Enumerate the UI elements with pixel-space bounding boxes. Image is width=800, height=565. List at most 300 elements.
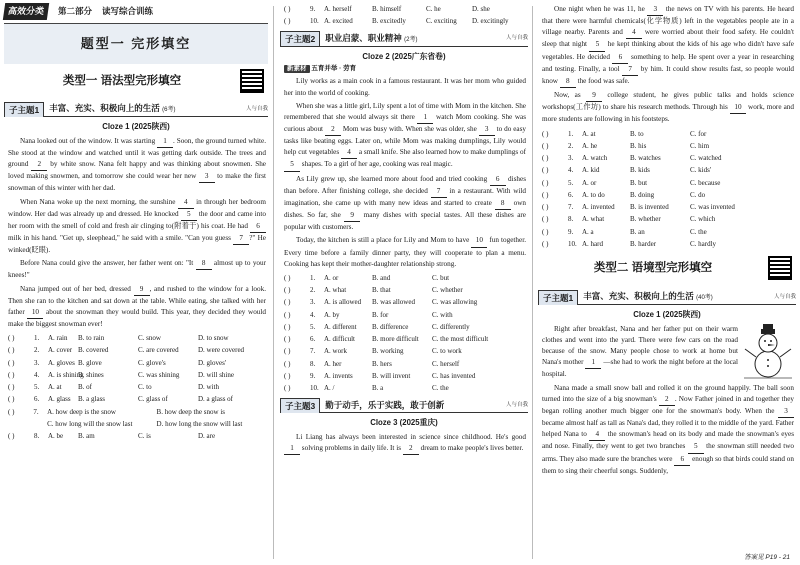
paragraph-text: One night when he was 11, he [554, 5, 648, 13]
blank-number[interactable]: 9 [134, 284, 150, 296]
paragraph-text: Nana jumped out of her bed, dressed [20, 284, 134, 293]
cloze3-para [284, 432, 526, 455]
blank-number[interactable]: 5 [284, 159, 300, 171]
option-row [284, 333, 526, 345]
cloze1-para [8, 284, 266, 331]
option-choice[interactable]: D. will shine [198, 370, 234, 379]
paragraph-text: about the snowman they would build. This year, they decided they would make the biggest snowman ever! [8, 307, 266, 329]
paragraph-text: , and rushed to the window for a look. Then she ran to the kitchen and sat down at the table. While eating, she talked with her father [8, 284, 267, 316]
cloze2-options [284, 272, 526, 395]
option-row [542, 140, 794, 152]
question-number: 2. [310, 286, 316, 295]
question-number: 3. [568, 154, 574, 163]
answer-bracket[interactable]: ( ) [284, 298, 291, 307]
type1-heading [4, 64, 268, 98]
option-choice[interactable]: A. watch [582, 154, 608, 163]
answer-bracket[interactable]: ( ) [284, 310, 291, 319]
option-choice[interactable]: A. is allowed [324, 298, 362, 307]
section-text: 丰富、充实、积极向上的生活 (6考) [49, 103, 176, 114]
option-choice[interactable]: A. invented [582, 203, 615, 212]
option-choice[interactable]: B. for [372, 310, 389, 319]
paragraph-text: became almost half as tall as Nana's dad, they rolled it to the middle of the yard. Father helped Nana to [542, 419, 794, 439]
section-tag: 子主题1 [4, 102, 44, 117]
paragraph-text: in a restaurant. With wild imagination, she came up with many new ideas and started to create [284, 186, 526, 207]
option-choice[interactable]: C. exciting [426, 17, 457, 26]
option-choice[interactable]: B. himself [372, 5, 402, 13]
blank-number[interactable]: 6 [490, 174, 506, 186]
option-choice[interactable]: A. or [582, 178, 597, 187]
blank-number[interactable]: 7 [431, 186, 447, 198]
option-choice[interactable]: C. glove's [138, 358, 166, 367]
option-choice[interactable]: C. kids' [690, 166, 712, 175]
paragraph-text: the snowman's head on its body and made the snowman's eyes and nose. Finally, they went to get two branches [542, 430, 794, 451]
cloze1-para [8, 197, 266, 257]
option-choice[interactable]: A. a [582, 227, 594, 236]
option-choice[interactable]: B. kids [630, 166, 650, 175]
paragraph-text: he kept thinking about the kids of his age who didn't have safe vegetables. He decided [542, 40, 794, 61]
middle-column [276, 0, 532, 565]
option-choice[interactable]: C. which [690, 215, 716, 224]
paragraph-text: solving problems in daily life. It is [300, 444, 403, 453]
answer-bracket[interactable]: ( ) [542, 166, 549, 175]
blank-number[interactable]: 10 [730, 102, 746, 114]
paragraph-text: the news on TV with his parents. He heard that there were harmful chemicals(化学物质) left in the vegetables people ate in a village nearby. Parents and [542, 5, 795, 37]
question-number: 4. [310, 310, 316, 319]
blank-number[interactable]: 2 [403, 443, 419, 455]
option-choice[interactable]: D. gloves' [198, 358, 227, 367]
option-choice[interactable]: C. with [432, 310, 453, 319]
answer-bracket[interactable]: ( ) [542, 203, 549, 212]
answer-bracket[interactable]: ( ) [542, 239, 549, 248]
option-choice[interactable]: A. at [582, 129, 596, 138]
question-number: 1. [34, 334, 40, 343]
option-choice[interactable]: B. was allowed [372, 298, 415, 307]
answer-bracket[interactable]: ( ) [284, 322, 291, 331]
option-choice[interactable]: C. snow [138, 334, 161, 343]
blank-number[interactable]: 1 [585, 357, 601, 369]
blank-number[interactable]: 9 [344, 210, 360, 222]
option-choice[interactable]: B. how deep the snow is [156, 407, 225, 416]
answer-bracket[interactable]: ( ) [284, 371, 291, 380]
paragraph-text: a small knife. She also learned how to make dumplings of [357, 148, 526, 157]
option-row [8, 406, 266, 418]
option-choice[interactable]: C. to work [432, 347, 462, 356]
option-row [8, 418, 266, 430]
option-choice[interactable]: A. / [324, 384, 335, 393]
blank-number[interactable]: 8 [560, 76, 576, 88]
answer-bracket[interactable]: ( ) [284, 359, 291, 368]
option-choice[interactable]: C. because [690, 178, 721, 187]
blank-number[interactable]: 8 [495, 198, 511, 210]
blank-number[interactable]: 3 [199, 171, 215, 183]
blank-number[interactable]: 5 [688, 441, 704, 453]
section-text: 丰富、充实、积极向上的生活 (40考) [583, 291, 713, 302]
option-choice[interactable]: A. at [48, 383, 62, 392]
answer-bracket[interactable]: ( ) [8, 407, 15, 416]
answer-bracket[interactable]: ( ) [284, 17, 291, 26]
option-choice[interactable]: B. an [630, 227, 645, 236]
blank-number[interactable]: 1 [157, 136, 173, 148]
option-choice[interactable]: C. are covered [138, 346, 179, 355]
option-row [284, 382, 526, 394]
option-row [8, 332, 266, 344]
section-tag: 子主题3 [280, 398, 320, 413]
option-row [284, 296, 526, 308]
answer-bracket[interactable]: ( ) [8, 383, 15, 392]
question-number: 10. [568, 239, 577, 248]
question-number: 5. [34, 383, 40, 392]
option-choice[interactable]: C. is [138, 432, 151, 441]
blank-number[interactable]: 6 [612, 52, 628, 64]
option-choice[interactable]: D. are [198, 432, 216, 441]
answer-bracket[interactable]: ( ) [284, 286, 291, 295]
cloze1-title: Cloze 1 (2025陕西) [102, 122, 170, 131]
option-choice[interactable]: A. by [324, 310, 340, 319]
answer-bracket[interactable]: ( ) [8, 395, 15, 404]
snowman-illustration [742, 324, 794, 380]
question-number: 9. [568, 227, 574, 236]
option-choice[interactable]: B. to [630, 129, 644, 138]
option-choice[interactable]: D. a glass of [198, 395, 233, 404]
option-row [284, 321, 526, 333]
question-number: 10. [310, 17, 319, 26]
paragraph-text: to do easy tasks like beating eggs. Later on, while Mom was making dumplings, Lily would help cut vegetables [284, 124, 526, 157]
blank-number[interactable]: 7 [233, 233, 249, 245]
option-choice[interactable]: A. how deep is the snow [47, 407, 116, 416]
option-choice[interactable]: A. work [324, 347, 347, 356]
right-column [534, 0, 800, 565]
option-choice[interactable]: D. were covered [198, 346, 245, 355]
option-choice[interactable]: A. invents [324, 371, 353, 380]
paragraph-text: almost up to your knees!" [8, 259, 266, 280]
option-choice[interactable]: B. glove [78, 358, 102, 367]
question-number: 3. [34, 358, 40, 367]
option-choice[interactable]: C. the most difficult [432, 335, 489, 344]
cloze2-para [284, 235, 526, 269]
question-number: 4. [34, 370, 40, 379]
answer-bracket[interactable]: ( ) [542, 129, 549, 138]
option-choice[interactable]: B. of [78, 383, 92, 392]
option-choice[interactable]: B. shines [78, 370, 104, 379]
tag-text: 五育并举 · 劳育 [311, 65, 357, 73]
option-row [8, 393, 266, 405]
option-choice[interactable]: D. how long the snow will last [156, 419, 243, 428]
paragraph-text: Nana looked out of the window. It was starting [20, 136, 158, 145]
paragraph-text: shapes. To a girl of her age, cooking was real magic. [300, 160, 453, 169]
blank-number[interactable]: 8 [196, 258, 212, 270]
option-choice[interactable]: B. that [372, 286, 391, 295]
section-category: 人与自我 [773, 293, 796, 300]
paragraph-text: As Lily grew up, she learned more about food and tried cooking [296, 174, 490, 183]
answer-bracket[interactable]: ( ) [542, 141, 549, 150]
paragraph-text: When she was a little girl, Lily spent a lot of time with Mom in the kitchen. She remembered that she would always sit there [284, 101, 526, 121]
option-row [542, 201, 794, 213]
answer-bracket[interactable]: ( ) [284, 384, 291, 393]
option-choice[interactable]: A. rain [48, 334, 68, 343]
option-choice[interactable]: C. was shining [138, 370, 180, 379]
cloze2-title: Cloze 2 (2025广东省卷) [362, 51, 446, 61]
option-choice[interactable]: B. but [630, 178, 648, 187]
answer-bracket[interactable]: ( ) [284, 347, 291, 356]
cloze2-para [284, 76, 526, 98]
left-column [0, 0, 272, 565]
part-subtitle: 读写综合训练 [102, 6, 154, 17]
blank-number[interactable]: 3 [778, 406, 794, 418]
question-number: 3. [310, 298, 316, 307]
option-choice[interactable]: C. was allowing [432, 298, 478, 307]
blank-number[interactable]: 2 [659, 394, 675, 406]
option-choice[interactable]: B. harder [630, 239, 657, 248]
blank-number[interactable]: 6 [674, 454, 690, 466]
option-row [284, 15, 526, 27]
option-choice[interactable]: B. difference [372, 322, 409, 331]
option-row [8, 369, 266, 381]
question-number: 2. [568, 141, 574, 150]
option-row [284, 284, 526, 296]
cloze1-options-cont [284, 3, 526, 28]
paragraph-text: Mom was busy with. When she was older, she [340, 124, 479, 133]
question-number: 2. [34, 346, 40, 355]
option-choice[interactable]: A. difficult [324, 335, 355, 344]
option-choice[interactable]: C. hardly [690, 239, 717, 248]
question-number: 8. [34, 432, 40, 441]
option-choice[interactable]: B. to rain [78, 334, 105, 343]
answer-bracket[interactable]: ( ) [542, 227, 549, 236]
paragraph-text: ?" He winked(眨眼). [8, 233, 266, 255]
option-choice[interactable]: C. he [426, 5, 441, 13]
option-choice[interactable]: C. do [690, 190, 706, 199]
question-number: 7. [310, 347, 316, 356]
paragraph-text: college student, he gives public talks and holds science workshops(工作坊) to share his research methods. Through his [542, 91, 794, 112]
paragraph-text: in through her bedroom window. Her dad was already up and dressed. He knocked [8, 197, 266, 218]
option-choice[interactable]: A. be [48, 432, 64, 441]
question-number: 6. [310, 335, 316, 344]
paragraph-text: by him. It could show results fast, so people would know [542, 64, 794, 85]
option-choice[interactable]: B. will invent [372, 371, 411, 380]
section-category: 人与自我 [505, 35, 528, 42]
option-choice[interactable]: A. gloves [48, 358, 75, 367]
cloze1-para [8, 136, 266, 195]
option-choice[interactable]: B. excitedly [372, 17, 406, 26]
answer-bracket[interactable]: ( ) [284, 273, 291, 282]
paragraph-text: Now, as [554, 91, 586, 100]
blank-number[interactable]: 4 [178, 197, 194, 209]
option-choice[interactable]: C. the [690, 227, 707, 236]
option-choice[interactable]: B. his [630, 141, 647, 150]
paragraph-text: Lily works as a main cook in a famous restaurant. It was her mom who guided her into the world of cooking. [284, 77, 526, 97]
cloze3-options [542, 128, 794, 251]
qr-code-icon [240, 69, 264, 93]
option-row [8, 357, 266, 369]
paragraph-text: . Soon, the ground turned white. She stood at the window and watched until it was getting dark outside. The trees and ground [8, 136, 266, 169]
option-choice[interactable]: C. the [432, 384, 449, 393]
answer-bracket[interactable]: ( ) [8, 432, 15, 441]
cloze3-para [542, 90, 794, 125]
section-header-4 [538, 290, 796, 305]
option-choice[interactable]: A. cover [48, 346, 73, 355]
blank-number[interactable]: 9 [586, 90, 602, 102]
answer-bracket[interactable]: ( ) [542, 154, 549, 163]
option-choice[interactable]: B. a glass [78, 395, 106, 404]
option-choice[interactable]: A. herself [324, 5, 352, 13]
cloze4-title: Cloze 1 (2025陕西) [633, 310, 701, 320]
qr-code[interactable] [768, 256, 792, 280]
section-tag: 子主题2 [280, 31, 320, 46]
blank-number[interactable]: 2 [325, 124, 341, 136]
option-choice[interactable]: C. for [690, 129, 707, 138]
section-text: 职业启蒙、职业精神 (2考) [325, 32, 418, 43]
option-choice[interactable]: C. herself [432, 359, 460, 368]
blank-number[interactable]: 4 [626, 27, 642, 39]
question-number: 7. [33, 407, 39, 416]
option-choice[interactable]: C. watched [690, 154, 722, 163]
option-choice[interactable]: B. a [372, 384, 384, 393]
question-number: 1. [310, 273, 316, 282]
answer-bracket[interactable]: ( ) [8, 358, 15, 367]
option-choice[interactable]: C. whether [432, 286, 463, 295]
option-choice[interactable]: B. and [372, 273, 391, 282]
answer-bracket[interactable]: ( ) [8, 370, 15, 379]
paragraph-text: Before Nana could give the answer, her father went on: "It [20, 259, 196, 268]
cloze2-tag-row [284, 65, 532, 73]
option-row [542, 189, 794, 201]
cloze3-para [542, 4, 794, 88]
option-choice[interactable]: A. different [324, 322, 357, 331]
question-number: 10. [310, 384, 319, 393]
blank-number[interactable]: 4 [589, 429, 605, 441]
paragraph-text: When Nana woke up the next morning, the sunshine [20, 197, 178, 206]
option-row [8, 430, 266, 442]
question-number: 8. [310, 359, 316, 368]
option-choice[interactable]: B. doing [630, 190, 655, 199]
blank-number[interactable]: 5 [589, 39, 605, 51]
answer-bracket[interactable] [8, 418, 33, 430]
blank-number[interactable]: 1 [417, 112, 433, 124]
answer-bracket[interactable]: ( ) [284, 5, 291, 13]
question-number: 5. [568, 178, 574, 187]
option-choice[interactable]: D. with [198, 383, 219, 392]
option-choice[interactable]: A. what [324, 286, 347, 295]
option-choice[interactable]: C. was invented [690, 203, 735, 212]
paragraph-text: own dishes. So far, she [284, 198, 526, 220]
blank-number[interactable]: 7 [622, 64, 638, 76]
option-choice[interactable]: D. to snow [198, 334, 229, 343]
question-number: 9. [310, 371, 316, 380]
cloze4-para [542, 324, 738, 381]
option-choice[interactable]: C. glass of [138, 395, 168, 404]
answer-bracket[interactable]: ( ) [542, 190, 549, 199]
option-choice[interactable]: C. to [138, 383, 152, 392]
paragraph-text: dream to make people's lives better. [418, 444, 524, 453]
blank-number[interactable]: 2 [31, 159, 47, 171]
blank-number[interactable]: 4 [341, 147, 357, 159]
blank-number[interactable]: 6 [250, 221, 266, 233]
answer-bracket[interactable]: ( ) [8, 346, 15, 355]
option-choice[interactable]: C. how long will the snow last [47, 419, 133, 428]
option-choice[interactable]: D. excitingly [472, 17, 509, 26]
paragraph-text: Li Liang has always been interested in science since childhood. He's good [296, 433, 526, 442]
paragraph-text: Right after breakfast, Nana and her father put on their warm clothes and went into the yard. There were few cars on the road because of the snow. Many people chose to work at home but Nana's mother [542, 324, 738, 367]
blank-number[interactable]: 10 [27, 307, 43, 319]
option-choice[interactable]: A. kid [582, 166, 600, 175]
option-choice[interactable]: A. to do [582, 190, 605, 199]
option-choice[interactable]: C. differently [432, 322, 470, 331]
paragraph-text: by white snow. Nana felt happy and was thinking about snowmen. She loved making snowmen, and tomorrow she could wear her new [8, 160, 266, 181]
option-row [542, 164, 794, 176]
option-choice[interactable]: C. but [432, 273, 450, 282]
answer-bracket[interactable]: ( ) [542, 178, 549, 187]
option-row [8, 344, 266, 356]
paragraph-text: work, more and more students are following in his footsteps. [542, 103, 794, 124]
blank-number[interactable]: 3 [647, 4, 663, 16]
option-choice[interactable]: A. excited [324, 17, 353, 26]
paragraph-text: fun together. Every time before a family dinner party, they will cooperate to plan a menu. Cooking has kept their mother-daughter relationship strong. [284, 236, 526, 268]
option-row [284, 370, 526, 382]
section-text: 勤于动手，乐于实践，敢于创新 [325, 400, 445, 411]
section-category: 人与自我 [505, 401, 528, 408]
blank-number[interactable]: 1 [284, 443, 300, 455]
option-row [284, 272, 526, 284]
option-choice[interactable]: A. or [324, 273, 339, 282]
option-choice[interactable]: C. him [690, 141, 710, 150]
option-choice[interactable]: B. whether [630, 215, 661, 224]
paragraph-text: . Now Father joined in and together they began rolling another much bigger one for the snowman's body. When the [542, 394, 794, 415]
option-choice[interactable]: B. is invented [630, 203, 669, 212]
option-row [284, 309, 526, 321]
blank-number[interactable]: 10 [471, 235, 487, 247]
option-choice[interactable]: B. watches [630, 154, 661, 163]
blank-number[interactable]: 5 [181, 209, 197, 221]
question-number: 8. [568, 215, 574, 224]
option-choice[interactable]: B. covered [78, 346, 109, 355]
answer-bracket[interactable]: ( ) [542, 215, 549, 224]
qr-code[interactable] [240, 69, 264, 93]
answer-bracket[interactable]: ( ) [8, 334, 15, 343]
option-row [542, 238, 794, 250]
option-choice[interactable]: B. am [78, 432, 95, 441]
option-choice[interactable]: B. more difficult [372, 335, 419, 344]
option-choice[interactable]: C. has invented [432, 371, 476, 380]
paragraph-text: were worried about their food safety. He couldn't sleep that night [542, 28, 795, 49]
paragraph-text: Nana made a small snow ball and rolled it on the ground happily. The ball soon turned into the size of a big snowman's [542, 383, 794, 403]
option-choice[interactable]: A. he [582, 141, 598, 150]
paragraph-text: watch Mom cooking. She was curious about [284, 112, 526, 133]
option-choice[interactable]: B. hers [372, 359, 392, 368]
section-header-1 [4, 102, 268, 117]
part-label: 第二部分 [58, 6, 93, 17]
question-number: 7. [568, 203, 574, 212]
option-choice[interactable]: A. what [582, 215, 605, 224]
option-choice[interactable]: A. is shining [48, 370, 84, 379]
blank-number[interactable]: 3 [479, 124, 495, 136]
answer-bracket[interactable]: ( ) [284, 335, 291, 344]
new-material-tag: 新素材 [284, 65, 310, 73]
brand-logo: 高效分类 [3, 3, 49, 20]
paragraph-text: —she had to work the night before at the local hospital. [542, 358, 738, 379]
type1-title: 类型一 语法型完形填空 [62, 74, 182, 87]
option-choice[interactable]: A. glass [48, 395, 71, 404]
question-number: 6. [568, 190, 574, 199]
option-choice[interactable]: A. her [324, 359, 342, 368]
cloze2-para [284, 174, 526, 234]
option-row [542, 128, 794, 140]
option-choice[interactable]: B. working [372, 347, 404, 356]
option-choice[interactable]: A. hard [582, 239, 603, 248]
option-choice[interactable]: D. she [472, 5, 490, 13]
option-row [542, 177, 794, 189]
section-header-2 [280, 32, 528, 47]
option-row [284, 3, 526, 15]
